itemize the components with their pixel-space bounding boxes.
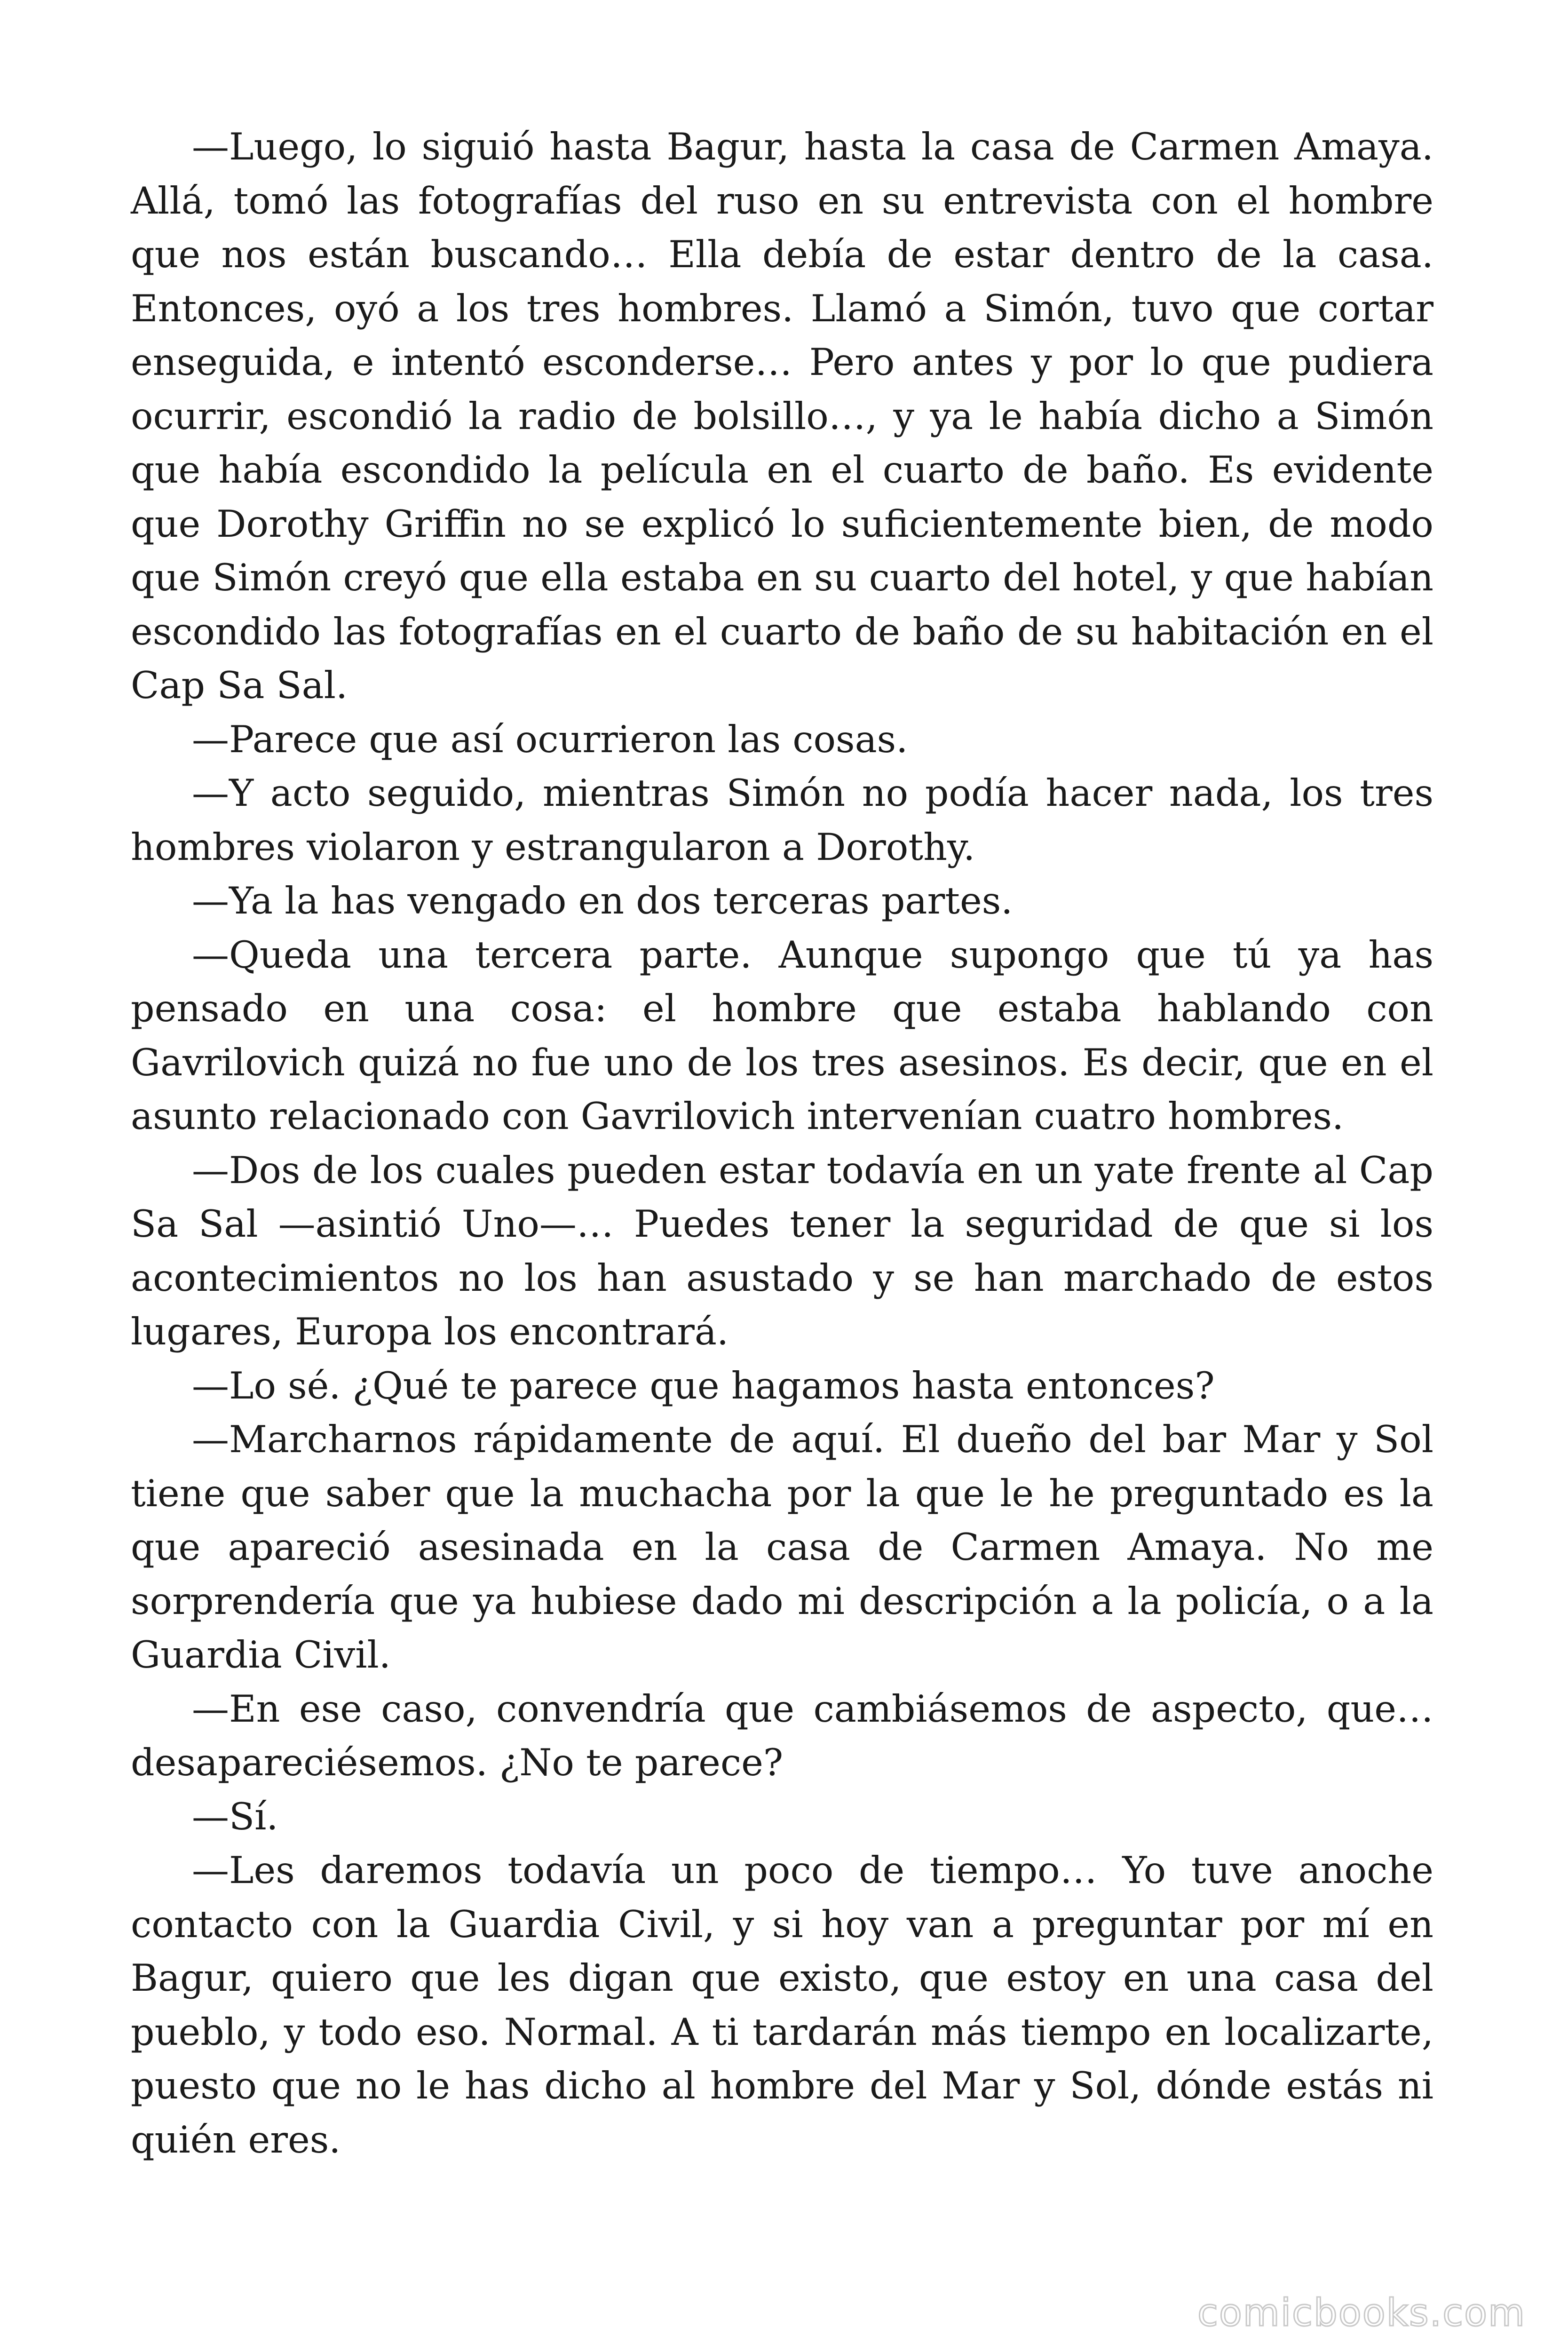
paragraph: —Les daremos todavía un poco de tiempo… Yo tuve anoche contacto con la Guardia Civil, y si hoy van a preguntar por mí en Bagur, quiero que les digan que existo, que estoy en una casa del pueblo, y todo eso. Normal. A ti tardarán más tiempo en localizarte, puesto que no le has dicho al hombre del Mar y Sol, dónde estás ni quién eres. xyxy=(131,1849,1433,2161)
paragraph: —Lo sé. ¿Qué te parece que hagamos hasta entonces? xyxy=(192,1364,1215,1407)
paragraph: —Marcharnos rápidamente de aquí. El dueño del bar Mar y Sol tiene que saber que la muchacha por la que le he preguntado es la que apareció asesinada en la casa de Carmen Amaya. No me sorprendería que ya hubiese dado mi descripción a la policía, o a la Guardia Civil. xyxy=(131,1418,1433,1677)
paragraph: —Queda una tercera parte. Aunque supongo que tú ya has pensado en una cosa: el hombre que estaba hablando con Gavrilovich quizá no fue uno de los tres asesinos. Es decir, que en el asunto relacionado con Gavrilovich intervenían cuatro hombres. xyxy=(131,933,1433,1138)
paragraph: —Dos de los cuales pueden estar todavía en un yate frente al Cap Sa Sal —asintió Uno—… Puedes tener la seguridad de que si los acontecimientos no los han asustado y se han marchado de estos lugares, Europa los encontrará. xyxy=(131,1148,1433,1353)
watermark: comicbooks.com xyxy=(1197,2291,1526,2335)
paragraph: —En ese caso, convendría que cambiásemos de aspecto, que… desapareciésemos. ¿No te parece? xyxy=(131,1687,1433,1784)
paragraph: —Luego, lo siguió hasta Bagur, hasta la casa de Carmen Amaya. Allá, tomó las fotografías del ruso en su entrevista con el hombre que nos están buscando… Ella debía de estar dentro de la casa. Entonces, oyó a los tres hombres. Llamó a Simón, tuvo que cortar enseguida, e intentó esconderse… Pero antes y por lo que pudiera ocurrir, escondió la radio de bolsillo…, y ya le había dicho a Simón que había escondido la película en el cuarto de baño. Es evidente que Dorothy Griffin no se explicó lo suficientemente bien, de modo que Simón creyó que ella estaba en su cuarto del hotel, y que habían escondido las fotografías en el cuarto de baño de su habitación en el Cap Sa Sal. xyxy=(131,125,1433,707)
paragraph: —Sí. xyxy=(192,1795,278,1838)
paragraph: —Ya la has vengado en dos terceras partes. xyxy=(192,879,1013,922)
paragraph: —Parece que así ocurrieron las cosas. xyxy=(192,717,908,761)
body-text xyxy=(131,120,1433,2167)
paragraph: —Y acto seguido, mientras Simón no podía hacer nada, los tres hombres violaron y estrangularon a Dorothy. xyxy=(131,771,1433,869)
